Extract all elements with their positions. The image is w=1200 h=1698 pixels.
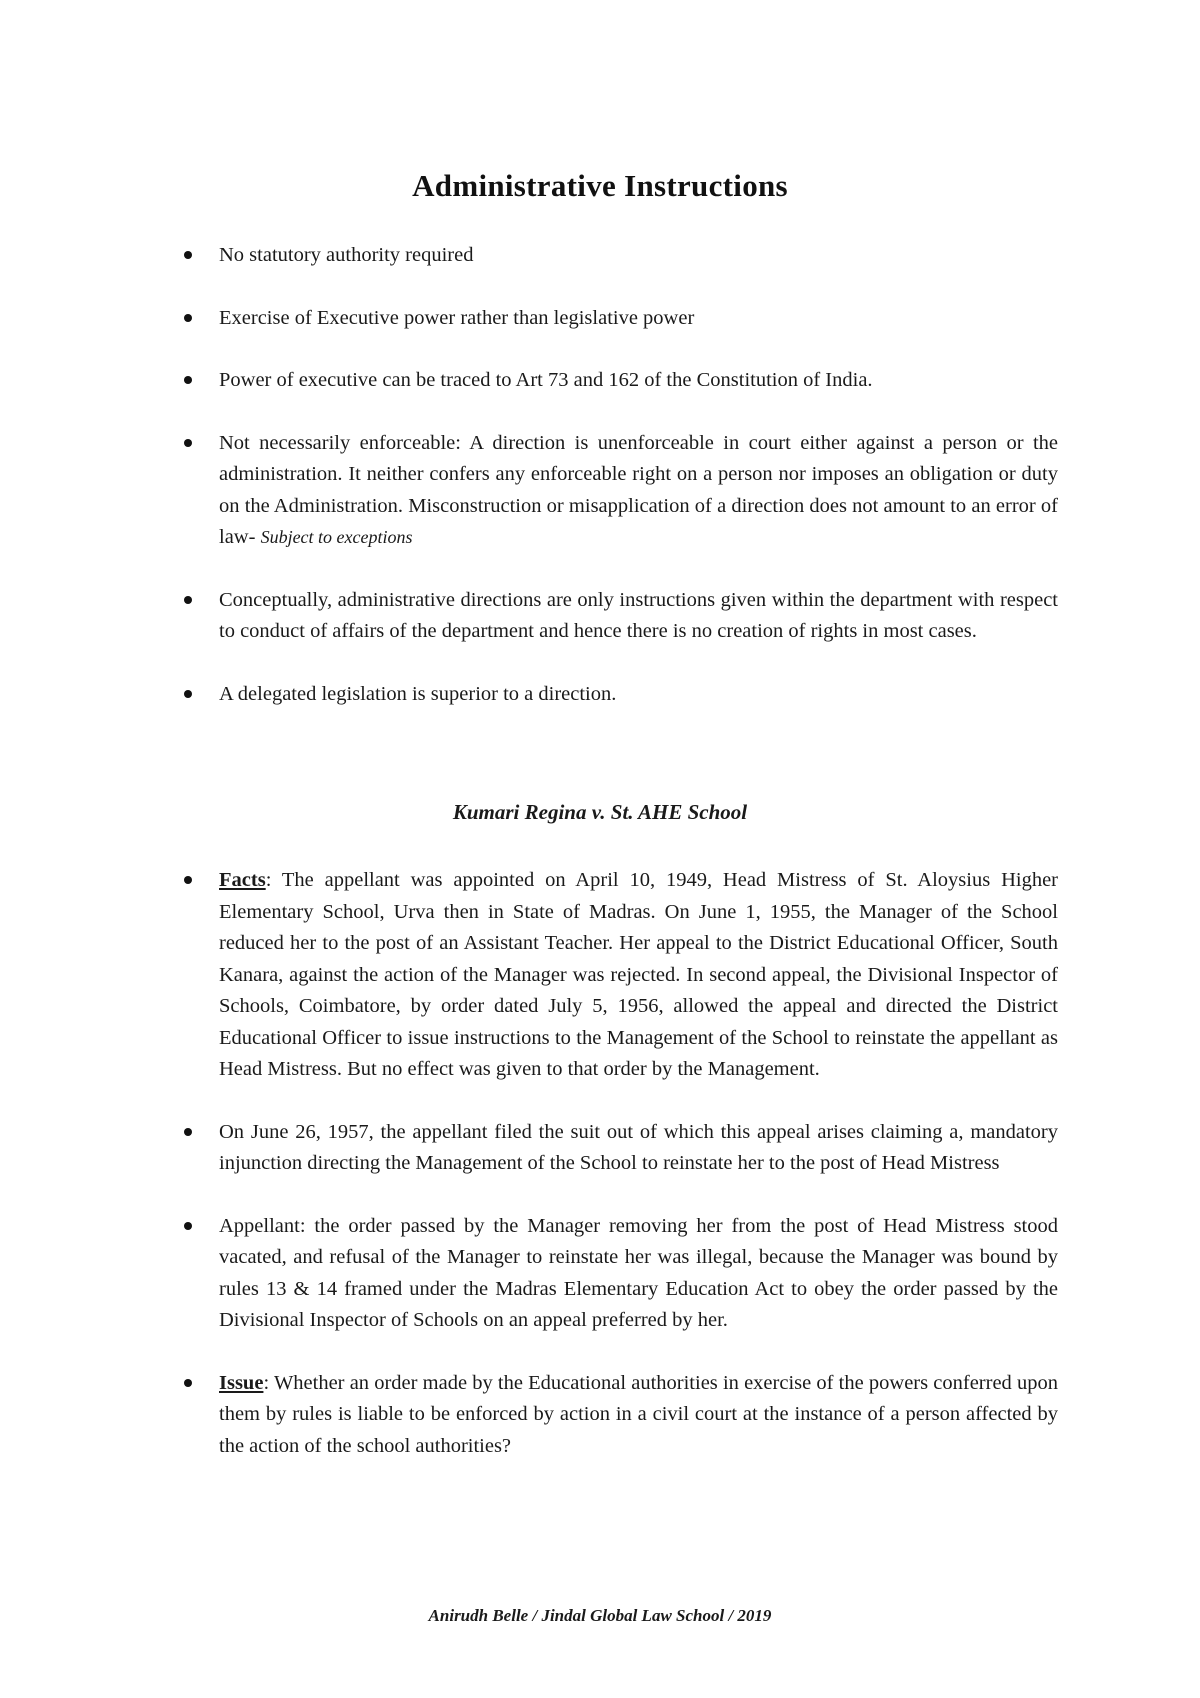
list-item <box>184 865 1058 1086</box>
case-heading: Kumari Regina v. St. AHE School <box>452 800 748 824</box>
list-item <box>184 365 1058 397</box>
list-item <box>184 428 1058 554</box>
bullet-icon <box>184 251 192 259</box>
issue-label: Issue <box>219 1371 264 1394</box>
list-item <box>184 240 1058 272</box>
page-title: Administrative Instructions <box>412 168 788 203</box>
bullet-text: Conceptually, administrative directions are only instructions given within the department with respect to conduct of affairs of the department and hence there is no creation of rights in most cases. <box>219 588 1058 642</box>
list-item <box>184 585 1058 648</box>
case-list <box>184 865 1058 1493</box>
bullet-icon <box>184 1128 192 1136</box>
exception-note: Subject to exceptions <box>260 527 413 547</box>
bullet-text: On June 26, 1957, the appellant filed the suit out of which this appeal arises claiming a, mandatory injunction directing the Management of the School to reinstate her to the post of Head Mistress <box>219 1120 1058 1174</box>
bullet-icon <box>184 1222 192 1230</box>
bullet-icon <box>184 596 192 604</box>
bullet-text: Appellant: the order passed by the Manager removing her from the post of Head Mistress stood vacated, and refusal of the Manager to reinstate her was illegal, because the Manager was bound by rules 13 & 14 framed under the Madras Elementary Education Act to obey the order passed by the Divisional Inspector of Schools on an appeal preferred by her. <box>219 1214 1058 1331</box>
bullet-icon <box>184 1379 192 1387</box>
page-footer: Anirudh Belle / Jindal Global Law School / 2019 <box>428 1606 772 1625</box>
bullet-text: Not necessarily enforceable: A direction is unenforceable in court either against a person or the administration. It neither confers any enforceable right on a person nor imposes an obligation or duty on the Administration. Misconstruction or misapplication of a direction does not amount to an error of law- <box>219 431 1058 548</box>
list-item <box>184 1117 1058 1180</box>
list-item <box>184 1368 1058 1463</box>
bullet-icon <box>184 690 192 698</box>
list-item <box>184 1211 1058 1337</box>
bullet-icon <box>184 439 192 447</box>
bullet-icon <box>184 876 192 884</box>
bullet-icon <box>184 376 192 384</box>
list-item <box>184 679 1058 711</box>
bullet-text: : Whether an order made by the Educational authorities in exercise of the powers conferred upon them by rules is liable to be enforced by action in a civil court at the instance of a person affected by the action of the school authorities? <box>219 1371 1058 1457</box>
bullet-text: No statutory authority required <box>219 244 474 266</box>
bullet-icon <box>184 314 192 322</box>
bullet-text: Exercise of Executive power rather than legislative power <box>219 306 695 329</box>
bullet-text: : The appellant was appointed on April 10, 1949, Head Mistress of St. Aloysius Higher Elementary School, Urva then in State of Madras. On June 1, 1955, the Manager of the School reduced her to the post of an Assistant Teacher. Her appeal to the District Educational Officer, South Kanara, against the action of the Manager was rejected. In second appeal, the Divisional Inspector of Schools, Coimbatore, by order dated July 5, 1956, allowed the appeal and directed the District Educational Officer to issue instructions to the Management of the School to reinstate the appellant as Head Mistress. But no effect was given to that order by the Management. <box>219 869 1058 1080</box>
bullet-text: Power of executive can be traced to Art 73 and 162 of the Constitution of India. <box>219 369 873 391</box>
list-item <box>184 303 1058 335</box>
bullet-text: A delegated legislation is superior to a direction. <box>219 682 617 705</box>
facts-label: Facts <box>219 869 266 891</box>
principles-list <box>184 240 1058 741</box>
